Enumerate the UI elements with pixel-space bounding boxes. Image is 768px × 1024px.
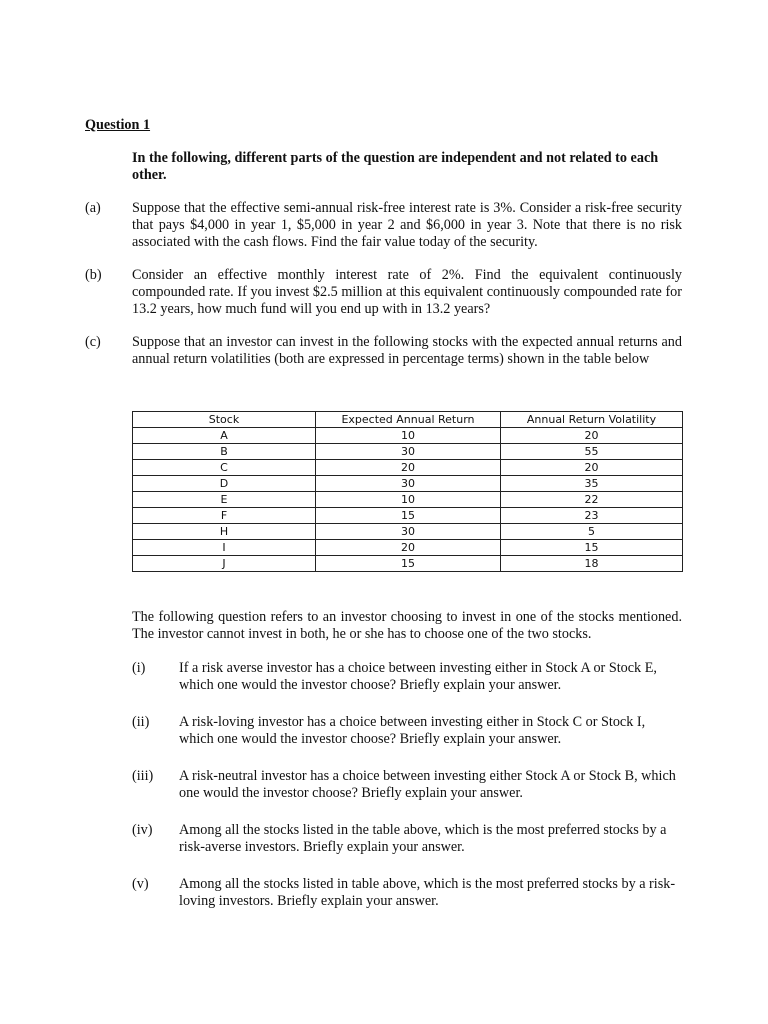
header-volatility: Annual Return Volatility (501, 412, 683, 428)
part-b-text: Consider an effective monthly interest rate of 2%. Find the equivalent continuously compounded rate. If you invest $2.5 million at this equivalent continuously compounded rate for 13.2 years, how much fund will you end up with in 13.2 years? (132, 267, 682, 317)
stocks-table (132, 411, 683, 572)
table-row (133, 556, 683, 572)
subpart-label: (v) (132, 876, 149, 892)
subpart-label: (iv) (132, 822, 153, 838)
subpart-text: Among all the stocks listed in table above, which is the most preferred stocks by a risk-loving investors. Briefly explain your answer. (179, 876, 676, 909)
question-title: Question 1 (85, 117, 151, 133)
cell-return: 30 (316, 476, 501, 492)
cell-stock: C (133, 460, 316, 476)
cell-stock: E (133, 492, 316, 508)
table-row (133, 444, 683, 460)
subpart-text: A risk-loving investor has a choice between investing either in Stock C or Stock I, which one would the investor choose? Briefly explain your answer. (179, 714, 646, 747)
table-row (133, 508, 683, 524)
cell-stock: J (133, 556, 316, 572)
table-header-row (133, 412, 683, 428)
cell-return: 30 (316, 524, 501, 540)
subpart-label: (i) (132, 660, 146, 676)
cell-stock: F (133, 508, 316, 524)
cell-volatility: 22 (501, 492, 683, 508)
cell-volatility: 15 (501, 540, 683, 556)
cell-volatility: 55 (501, 444, 683, 460)
cell-volatility: 35 (501, 476, 683, 492)
cell-volatility: 18 (501, 556, 683, 572)
part-a-text: Suppose that the effective semi-annual risk-free interest rate is 3%. Consider a risk-free security that pays $4,000 in year 1, $5,000 in year 2 and $6,000 in year 3. Note that there is no risk associated with the cash flows. Find the fair value today of the security. (132, 200, 682, 250)
cell-return: 10 (316, 428, 501, 444)
table-row (133, 460, 683, 476)
header-expected-return: Expected Annual Return (316, 412, 501, 428)
table-row (133, 476, 683, 492)
cell-return: 20 (316, 540, 501, 556)
followup-text: The following question refers to an investor choosing to invest in one of the stocks mentioned. The investor cannot invest in both, he or she has to choose one of the two stocks. (132, 609, 682, 642)
cell-return: 15 (316, 508, 501, 524)
part-c-text: Suppose that an investor can invest in the following stocks with the expected annual returns and annual return volatilities (both are expressed in percentage terms) shown in the table below (132, 334, 682, 367)
subpart-text: If a risk averse investor has a choice between investing either in Stock A or Stock E, which one would the investor choose? Briefly explain your answer. (179, 660, 657, 693)
question-intro: In the following, different parts of the question are independent and not related to each other. (132, 150, 659, 183)
subpart-label: (ii) (132, 714, 150, 730)
cell-volatility: 23 (501, 508, 683, 524)
cell-volatility: 5 (501, 524, 683, 540)
header-stock: Stock (133, 412, 316, 428)
table-row (133, 492, 683, 508)
cell-return: 15 (316, 556, 501, 572)
cell-stock: I (133, 540, 316, 556)
cell-return: 10 (316, 492, 501, 508)
table-row (133, 540, 683, 556)
part-a-label: (a) (85, 200, 101, 216)
table-row (133, 428, 683, 444)
subpart-text: Among all the stocks listed in the table above, which is the most preferred stocks by a risk-averse investors. Briefly explain your answer. (179, 822, 667, 855)
cell-stock: H (133, 524, 316, 540)
cell-stock: A (133, 428, 316, 444)
cell-return: 30 (316, 444, 501, 460)
subpart-text: A risk-neutral investor has a choice between investing either Stock A or Stock B, which one would the investor choose? Briefly explain your answer. (179, 768, 676, 801)
part-c-label: (c) (85, 334, 101, 350)
cell-stock: D (133, 476, 316, 492)
cell-return: 20 (316, 460, 501, 476)
cell-volatility: 20 (501, 460, 683, 476)
part-b-label: (b) (85, 267, 102, 283)
cell-stock: B (133, 444, 316, 460)
subpart-label: (iii) (132, 768, 154, 784)
cell-volatility: 20 (501, 428, 683, 444)
table-row (133, 524, 683, 540)
